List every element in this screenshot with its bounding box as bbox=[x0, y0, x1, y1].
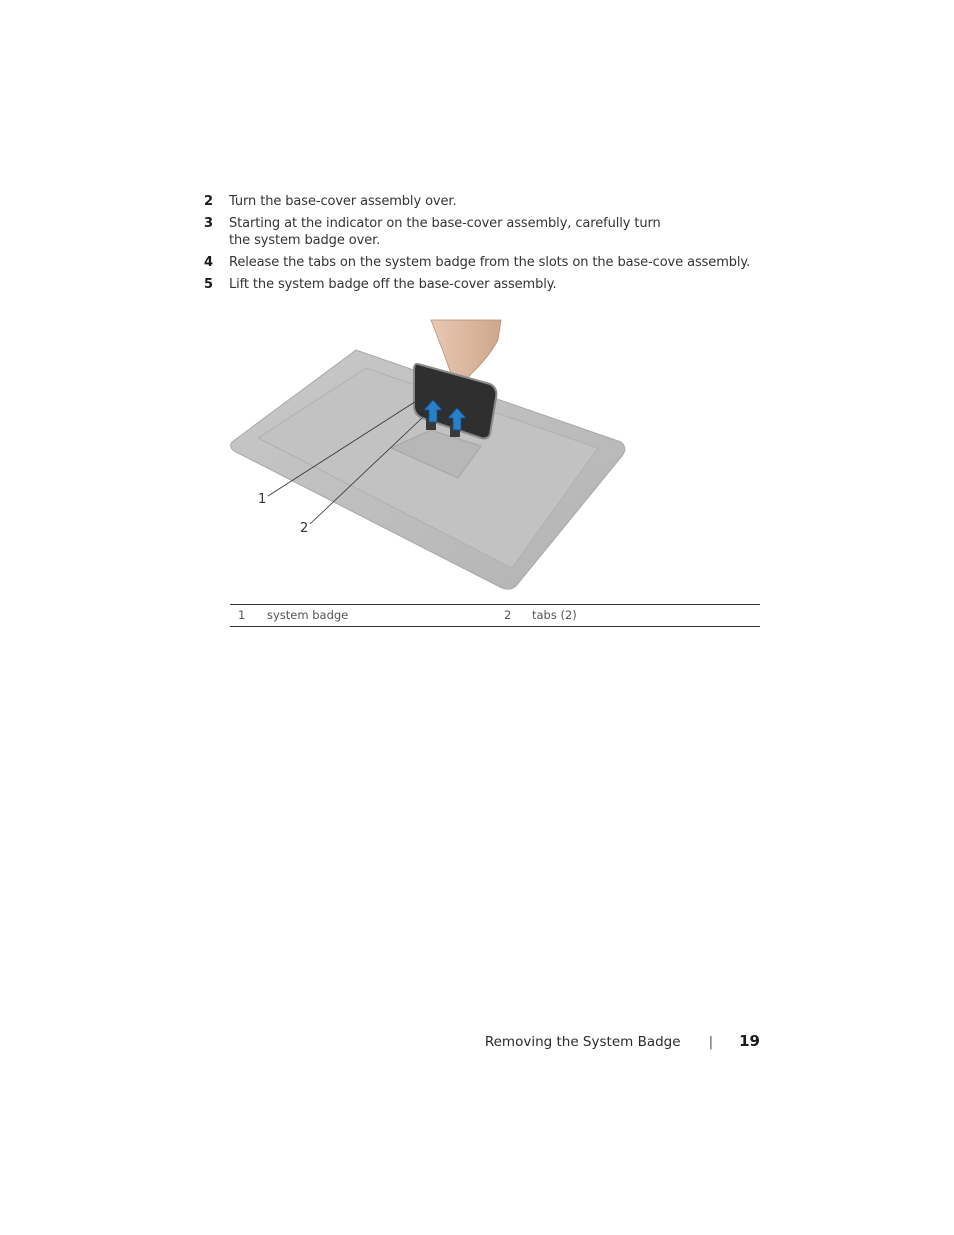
footer-separator: | bbox=[708, 1034, 714, 1050]
procedure-steps bbox=[204, 193, 784, 298]
step-number: 3 bbox=[204, 216, 213, 231]
legend-number: 2 bbox=[504, 608, 512, 622]
callout-label-1: 1 bbox=[258, 492, 267, 507]
step-text: Starting at the indicator on the base-cover assembly, carefully turn the system badge over. bbox=[229, 216, 661, 248]
step-number: 2 bbox=[204, 194, 213, 209]
step-number: 5 bbox=[204, 277, 213, 292]
legend-label: tabs (2) bbox=[532, 608, 577, 622]
step-4 bbox=[204, 254, 784, 271]
footer-section-title: Removing the System Badge bbox=[484, 1034, 681, 1050]
system-badge-illustration bbox=[226, 318, 636, 593]
step-text: Release the tabs on the system badge from the slots on the base-cove assembly. bbox=[229, 255, 751, 270]
legend-number: 1 bbox=[238, 608, 246, 622]
step-2 bbox=[204, 193, 784, 210]
legend-label: system badge bbox=[267, 608, 349, 622]
step-text: Turn the base-cover assembly over. bbox=[229, 194, 457, 209]
page-number: 19 bbox=[739, 1032, 760, 1050]
step-5 bbox=[204, 276, 784, 293]
step-number: 4 bbox=[204, 255, 213, 270]
figure-legend bbox=[230, 604, 760, 627]
callout-label-2: 2 bbox=[300, 521, 309, 536]
step-text: Lift the system badge off the base-cover assembly. bbox=[229, 277, 557, 292]
step-3 bbox=[204, 215, 784, 249]
page-footer bbox=[485, 1032, 760, 1050]
